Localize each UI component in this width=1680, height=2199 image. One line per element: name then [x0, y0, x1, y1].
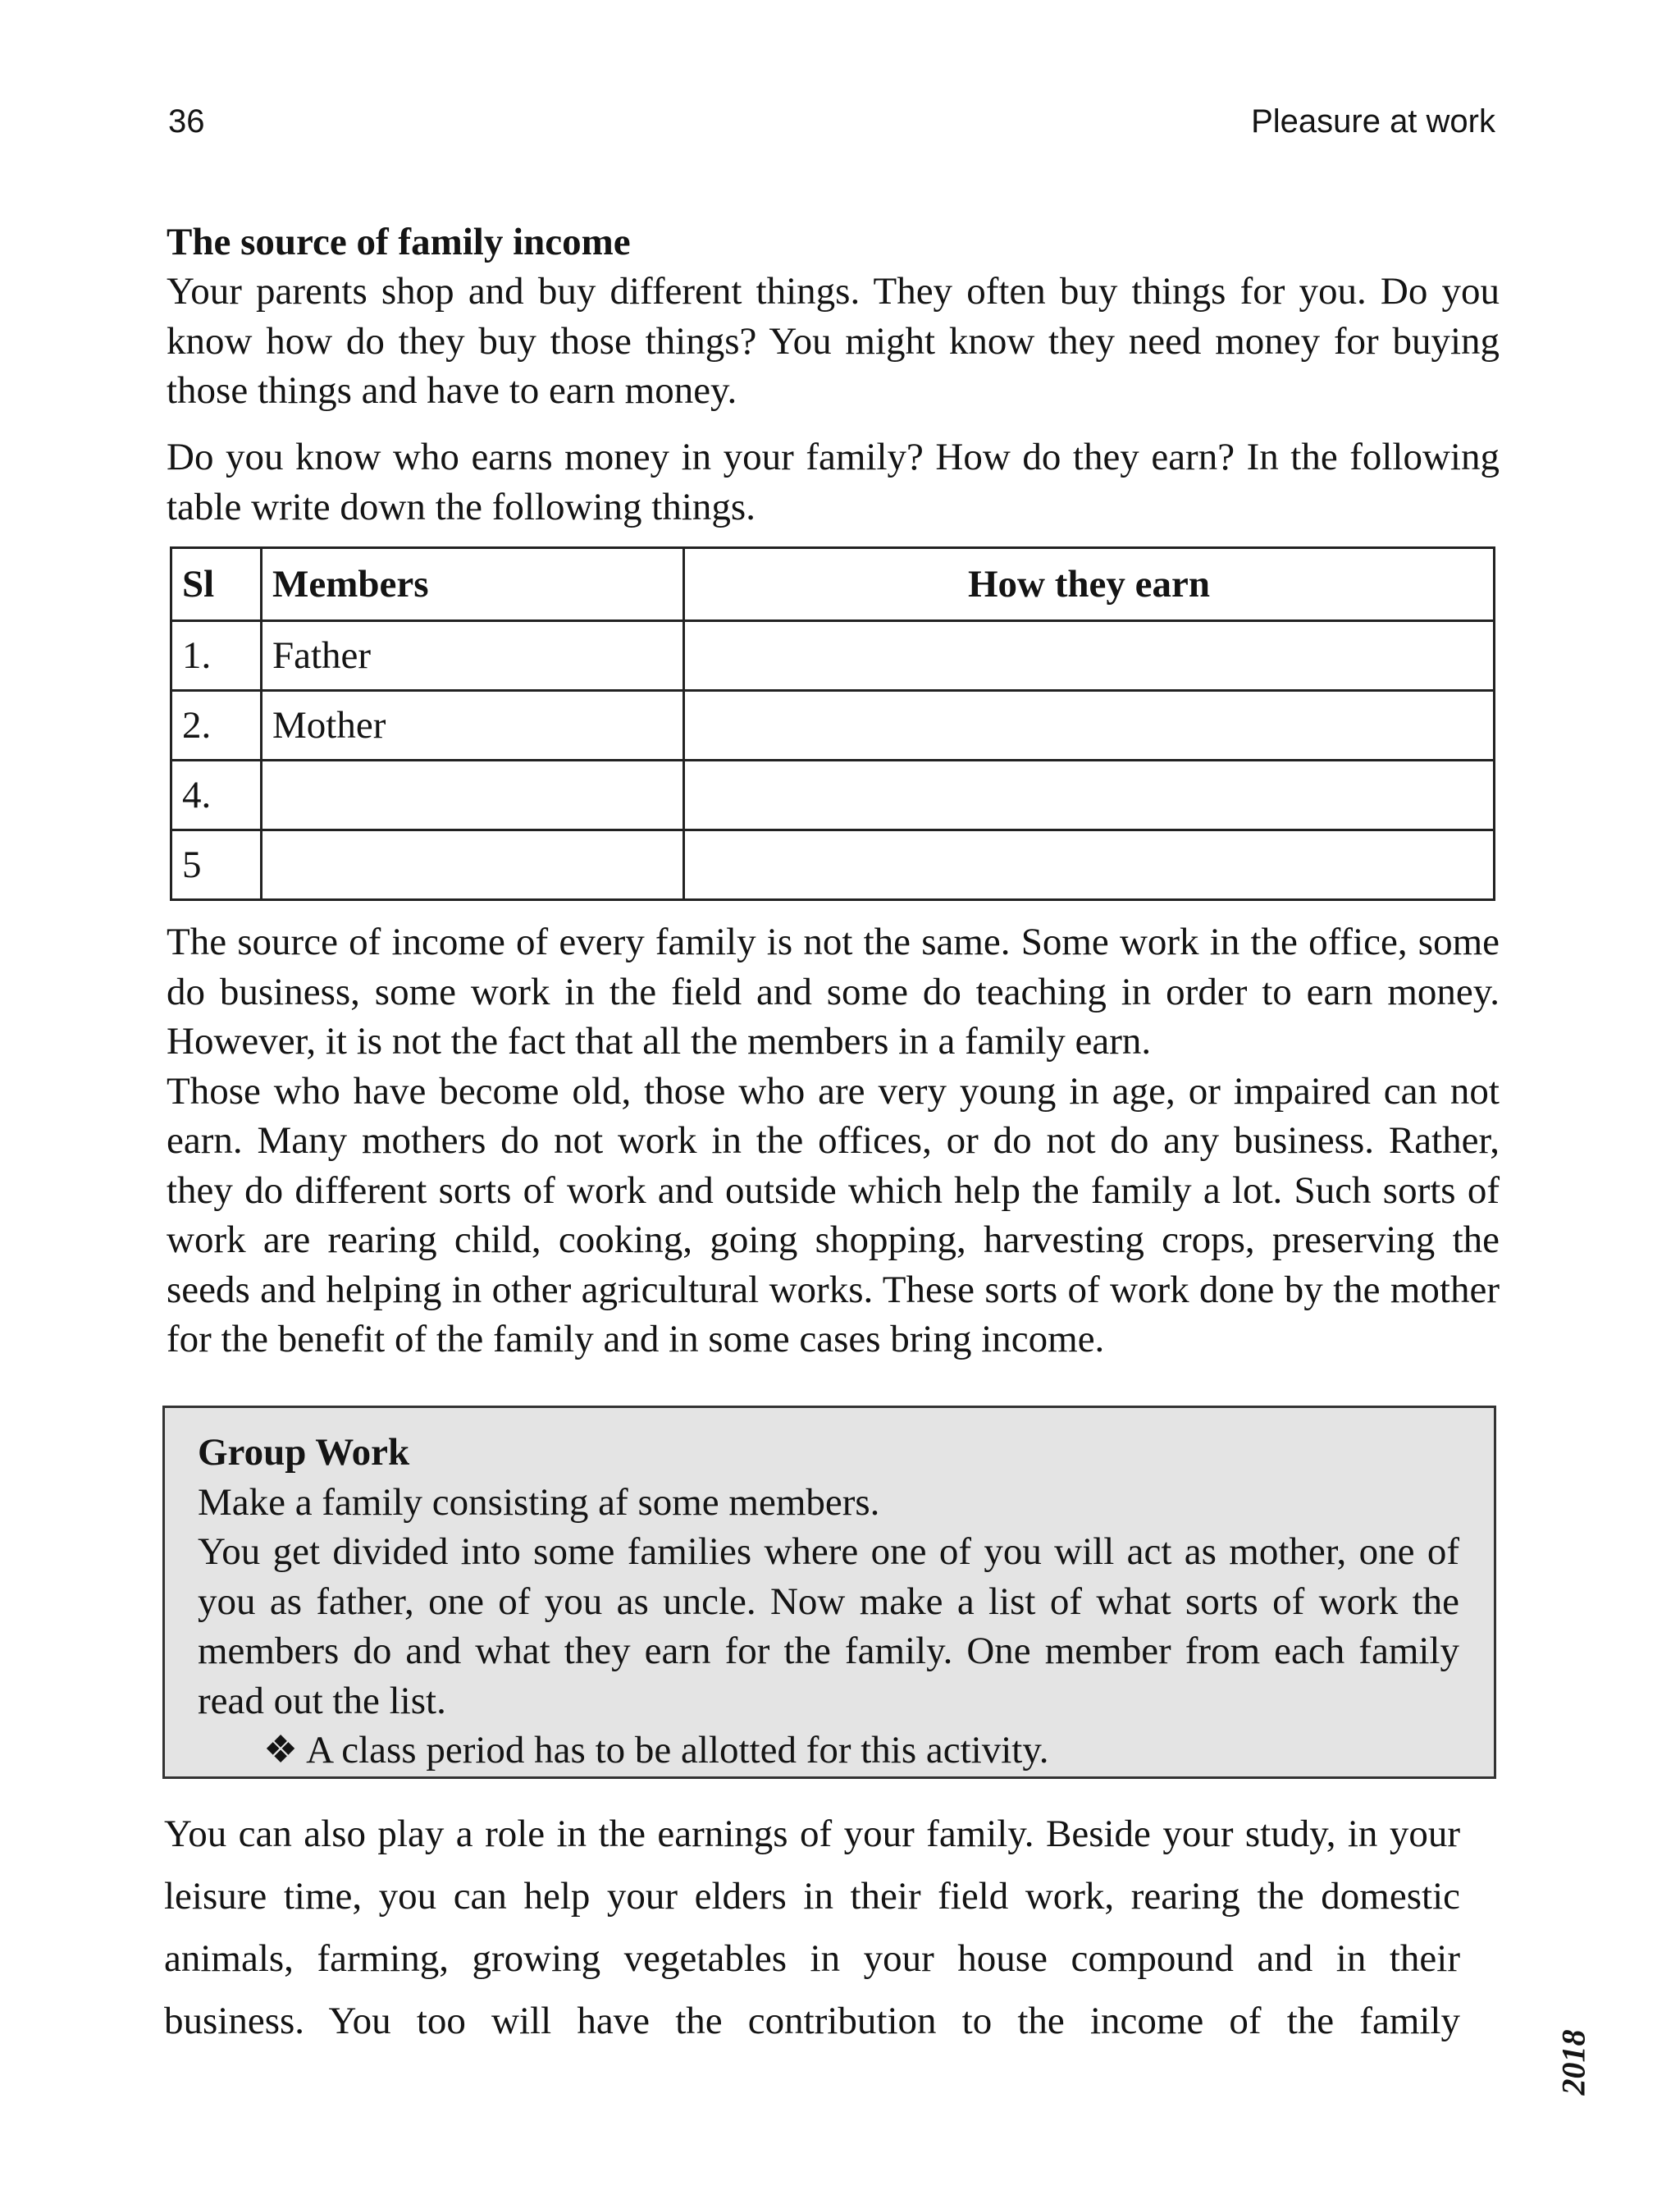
cell-how [684, 761, 1495, 830]
cell-member [262, 761, 684, 830]
group-work-title: Group Work [198, 1431, 410, 1474]
cell-sl: 5 [171, 830, 262, 900]
group-work-note [198, 1726, 1459, 1776]
cell-how [684, 830, 1495, 900]
header-sl: Sl [171, 548, 262, 621]
cell-sl: 1. [171, 621, 262, 691]
running-title: Pleasure at work [1251, 103, 1495, 139]
year-stamp: 2018 [1554, 2029, 1592, 2096]
cell-how [684, 691, 1495, 761]
group-work-line2: You get divided into some families where one of you will act as mother, one of you as father, one of you as uncle. Now make a list of what sorts of work the members do and what they earn for the family. One member from each family read out the list. [198, 1530, 1459, 1722]
table-header-row [171, 548, 1495, 621]
header-members: Members [262, 548, 684, 621]
cell-member: Mother [262, 691, 684, 761]
table-row [171, 761, 1495, 830]
cell-member: Father [262, 621, 684, 691]
group-work-line1: Make a family consisting af some members. [198, 1480, 880, 1524]
group-work-note-text: A class period has to be allotted for this activity. [306, 1729, 1049, 1772]
cell-sl: 4. [171, 761, 262, 830]
diamond-bullet-icon: ❖ [263, 1729, 299, 1772]
income-paragraph-a: The source of income of every family is not the same. Some work in the office, some do business, some work in the field and some do teaching in order to earn money. However, it is not the fact that all the members in a family earn. [167, 921, 1500, 1063]
closing-paragraph: You can also play a role in the earnings of your family. Beside your study, in your leisure time, you can help your elders in their field work, rearing the domestic animals, farming, growing vegetables in your house compound and in their business. You too will have the contribution to the income of the family [164, 1813, 1460, 2042]
group-work-box [162, 1406, 1496, 1779]
header-how-they-earn: How they earn [684, 548, 1495, 621]
section-title: The source of family income [167, 221, 631, 263]
table-row [171, 691, 1495, 761]
cell-how [684, 621, 1495, 691]
table-row [171, 830, 1495, 900]
intro-paragraph: Your parents shop and buy different things. They often buy things for you. Do you know how do they buy those things? You might know they need money for buying those things and have to earn money. [167, 270, 1500, 412]
family-income-table [170, 546, 1495, 901]
table-row [171, 621, 1495, 691]
question-paragraph: Do you know who earns money in your family? How do they earn? In the following table write down the following things. [167, 436, 1500, 528]
income-paragraph-b: Those who have become old, those who are very young in age, or impaired can not earn. Many mothers do not work in the offices, or do not do any business. Rather, they do different sorts of work and outside which help the family a lot. Such sorts of work are rearing child, cooking, going shopping, harvesting crops, preserving the seeds and helping in other agricultural works. These sorts of work done by the mother for the benefit of the family and in some cases bring income. [167, 1069, 1500, 1360]
income-sources-text [167, 917, 1500, 1365]
page-number: 36 [168, 103, 205, 139]
cell-member [262, 830, 684, 900]
cell-sl: 2. [171, 691, 262, 761]
